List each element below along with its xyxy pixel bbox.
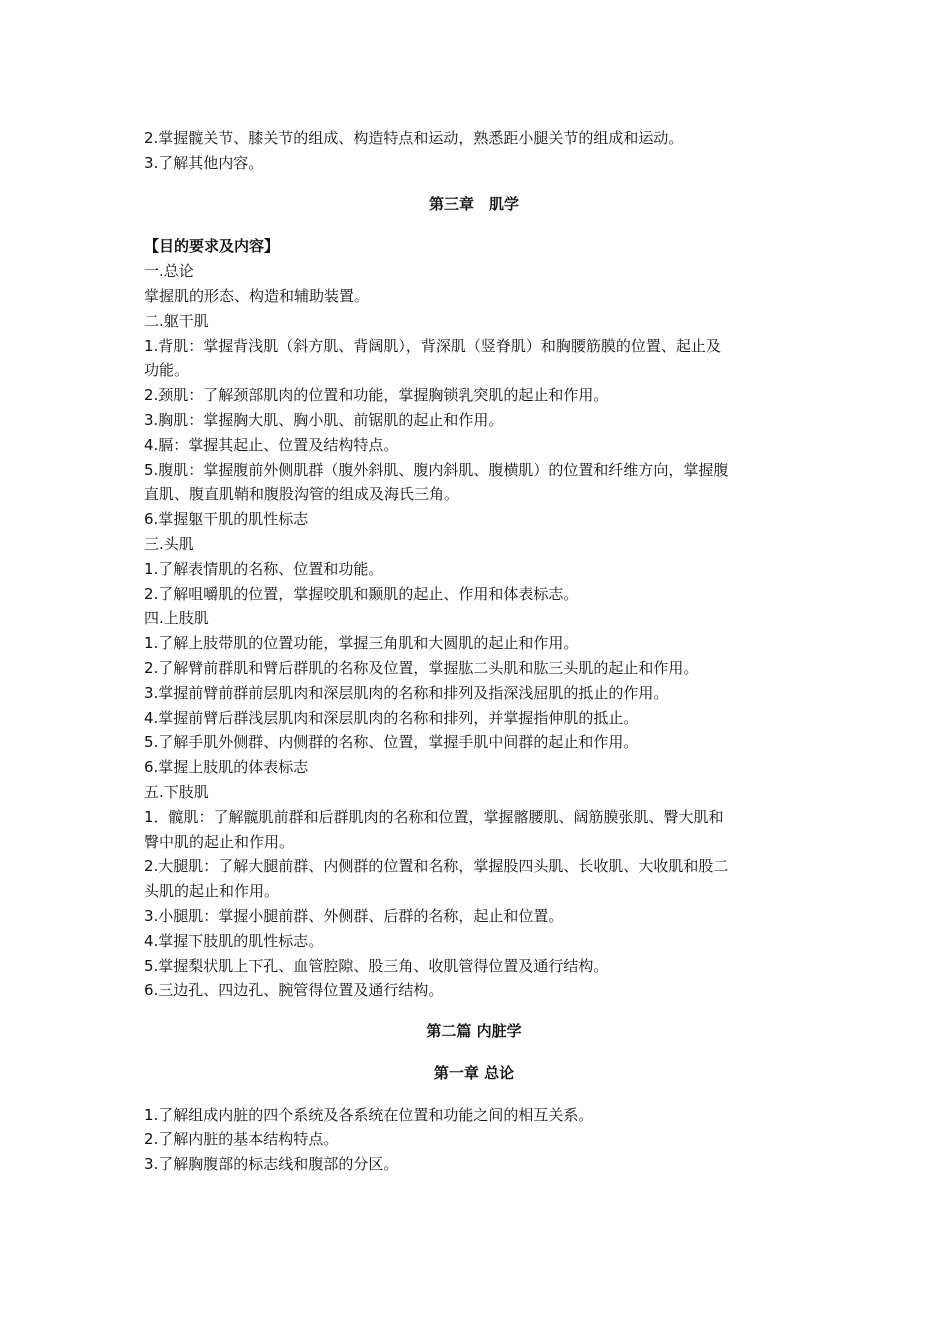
text-line: 头肌的起止和作用。 <box>144 882 280 901</box>
text-line: 6.掌握上肢肌的体表标志 <box>144 758 309 777</box>
text-line: 二.躯干肌 <box>144 311 209 330</box>
text-line: 臀中肌的起止和作用。 <box>144 832 295 851</box>
text-line: 4.掌握前臂后群浅层肌肉和深层肌肉的名称和排列，并掌握指伸肌的抵止。 <box>144 708 639 727</box>
text-line: 三.头肌 <box>144 534 194 553</box>
text-line: 1.了解组成内脏的四个系统及各系统在位置和功能之间的相互关系。 <box>144 1105 594 1124</box>
part2-lines <box>144 1103 804 1177</box>
text-line: 功能。 <box>144 361 190 380</box>
text-line: 3.了解胸腹部的标志线和腹部的分区。 <box>144 1155 399 1174</box>
text-line: 2.了解咀嚼肌的位置，掌握咬肌和颞肌的起止、作用和体表标志。 <box>144 584 579 603</box>
text-line: 4.掌握下肢肌的肌性标志。 <box>144 931 324 950</box>
text-line: 2.掌握髋关节、膝关节的组成、构造特点和运动，熟悉距小腿关节的组成和运动。 <box>144 129 684 147</box>
text-line: 直肌、腹直肌鞘和腹股沟管的组成及海氏三角。 <box>144 485 460 504</box>
text-line: 3.小腿肌：掌握小腿前群、外侧群、后群的名称，起止和位置。 <box>144 906 564 925</box>
section-label: 【目的要求及内容】 <box>144 237 280 256</box>
text-line: 2.了解臂前群肌和臂后群肌的名称及位置，掌握肱二头肌和肱三头肌的起止和作用。 <box>144 658 699 677</box>
text-line: 1.背肌：掌握背浅肌（斜方肌、背阔肌），背深肌（竖脊肌）和胸腰筋膜的位置、起止及 <box>144 336 721 355</box>
document-page <box>144 126 804 1177</box>
text-line: 5.了解手肌外侧群、内侧群的名称、位置，掌握手肌中间群的起止和作用。 <box>144 733 639 752</box>
part2-title: 第二篇 内脏学 <box>426 1022 522 1041</box>
text-line: 一.总论 <box>144 262 194 281</box>
text-line: 2.了解内脏的基本结构特点。 <box>144 1130 339 1149</box>
chapter3-lines <box>144 259 804 1003</box>
text-line: 6.三边孔、四边孔、腕管得位置及通行结构。 <box>144 981 444 1000</box>
intro-lines <box>144 126 804 176</box>
text-line: 1．髋肌：了解髋肌前群和后群肌肉的名称和位置，掌握髂腰肌、阔筋膜张肌、臀大肌和 <box>144 807 724 826</box>
text-line: 3.了解其他内容。 <box>144 153 264 172</box>
text-line: 五.下肢肌 <box>144 782 209 801</box>
text-line: 3.掌握前臂前群前层肌肉和深层肌肉的名称和排列及指深浅屈肌的抵止的作用。 <box>144 683 669 702</box>
text-line: 2.颈肌：了解颈部肌肉的位置和功能，掌握胸锁乳突肌的起止和作用。 <box>144 386 609 405</box>
text-line: 4.膈：掌握其起止、位置及结构特点。 <box>144 435 399 454</box>
text-line: 2.大腿肌：了解大腿前群、内侧群的位置和名称，掌握股四头肌、长收肌、大收肌和股二 <box>144 857 729 876</box>
text-line: 四.上肢肌 <box>144 609 209 628</box>
text-line: 5.掌握梨状肌上下孔、血管腔隙、股三角、收肌管得位置及通行结构。 <box>144 956 609 975</box>
text-line: 3.胸肌：掌握胸大肌、胸小肌、前锯肌的起止和作用。 <box>144 410 504 429</box>
text-line: 6.掌握躯干肌的肌性标志 <box>144 510 309 529</box>
text-line: 5.腹肌：掌握腹前外侧肌群（腹外斜肌、腹内斜肌、腹横肌）的位置和纤维方向，掌握腹 <box>144 460 729 479</box>
chapter3-title: 第三章 肌学 <box>428 194 519 213</box>
part2-chapter1-title: 第一章 总论 <box>433 1063 515 1082</box>
text-line: 1.了解上肢带肌的位置功能，掌握三角肌和大圆肌的起止和作用。 <box>144 634 579 653</box>
text-line: 1.了解表情肌的名称、位置和功能。 <box>144 559 384 578</box>
text-line: 掌握肌的形态、构造和辅助装置。 <box>144 286 370 305</box>
